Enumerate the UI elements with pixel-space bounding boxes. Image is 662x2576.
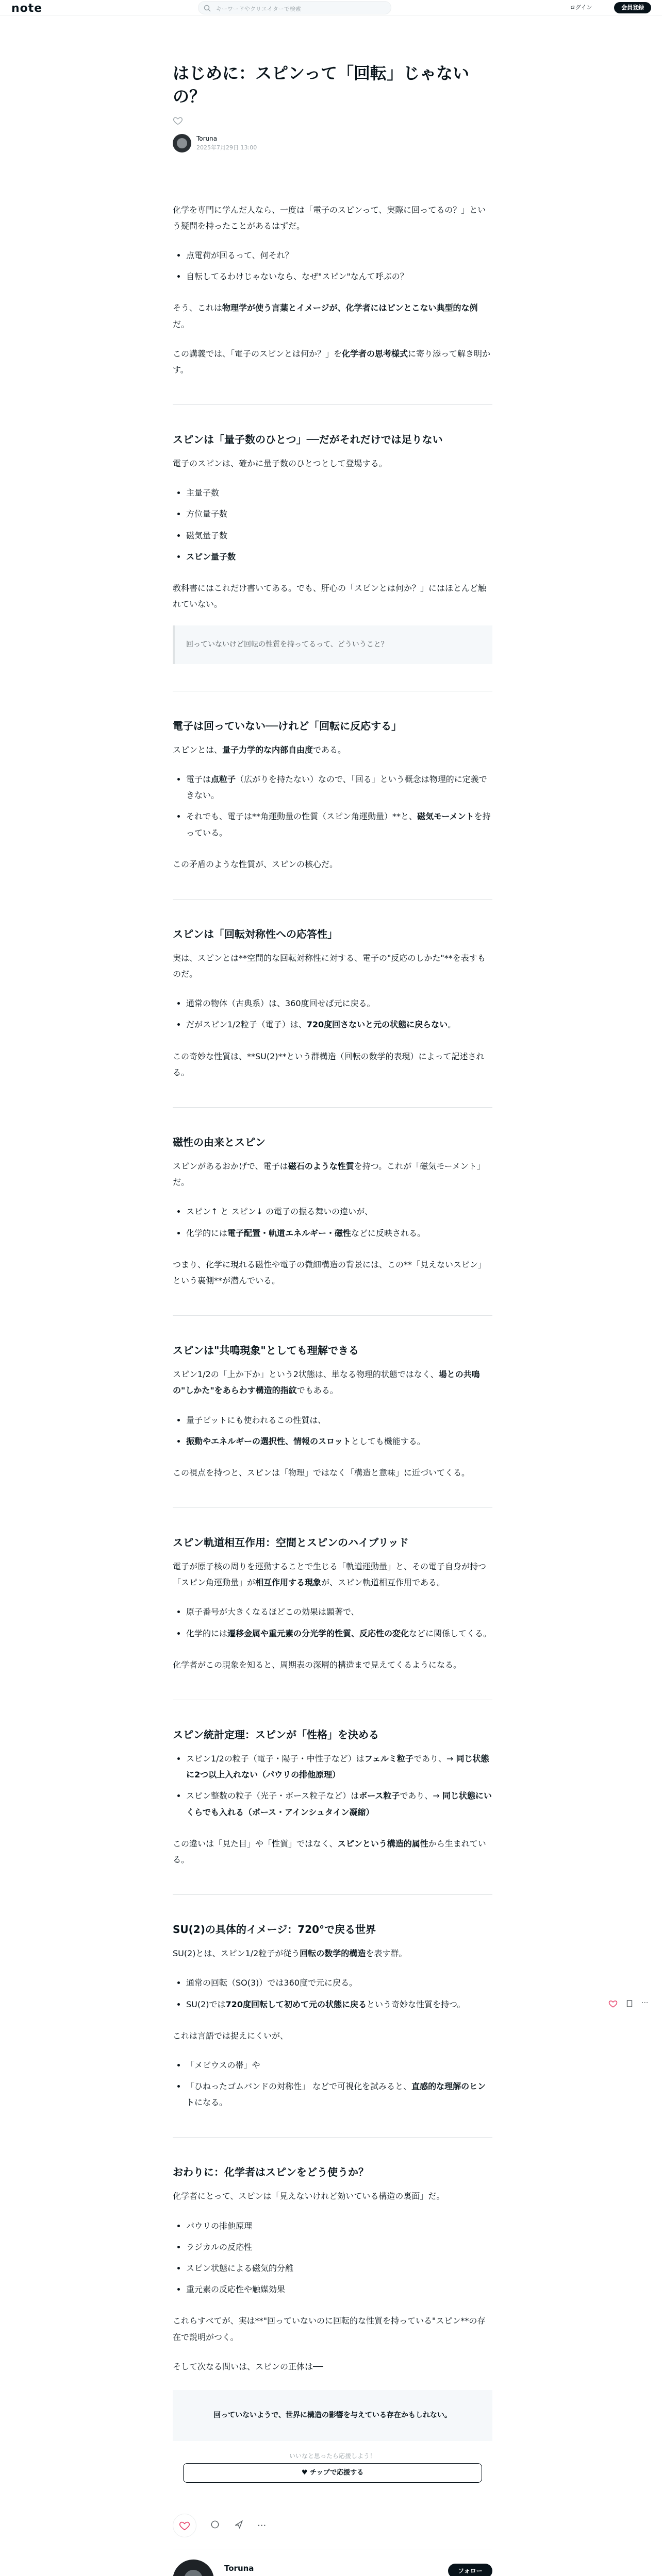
article-title: はじめに：スピンって「回転」じゃないの？ [173, 63, 470, 106]
closing-box: 回っていないようで、世界に構造の影響を与えている存在かもしれない。 [173, 2390, 492, 2441]
section-heading: スピンは「量子数のひとつ」──だがそれだけでは足りない [173, 433, 443, 446]
section-heading: 電子は回っていない──けれど「回転に反応する」 [173, 719, 402, 732]
paragraph: 実は、スピンとは**空間的な回転対称性に対する、電子の"反応のしかた"**を表すものだ。 [173, 953, 486, 979]
list-item: • 方位量子数 [186, 506, 492, 522]
section-heading: スピンは"共鳴現象"としても理解できる [173, 1344, 359, 1357]
section-heading: 磁性の由来とスピン [173, 1136, 266, 1149]
section-heading: スピン統計定理：スピンが「性格」を決める [173, 1728, 379, 1741]
paragraph: この視点を持つと、スピンは「物理」ではなく「構造と意味」に近づいてくる。 [173, 1467, 470, 1478]
list-item: • 量子ビットにも使われるこの性質は、 [186, 1412, 492, 1428]
tip-button[interactable]: ♥ チップで応援する [183, 2463, 482, 2483]
list-item: • スピン整数の粒子（光子・ボース粒子など）はボース粒子であり、→ 同じ状態にいくらでも入れる（ボース・アインシュタイン凝縮） [186, 1788, 492, 1820]
floating-actions [608, 1999, 648, 2010]
paragraph: 教科書にはこれだけ書いてある。でも、肝心の「スピンとは何か？」にはほとんど触れていない。 [173, 583, 487, 609]
article-body [173, 202, 492, 2442]
paragraph: そう、これは物理学が使う言葉とイメージが、化学者にはピンとこない典型的な例だ。 [173, 303, 478, 329]
article [173, 62, 492, 2576]
list-item: • スピン↑ と スピン↓ の電子の振る舞いの違いが、 [186, 1204, 492, 1219]
creator-card [173, 2550, 492, 2576]
paragraph: スピンとは、量子力学的な内部自由度である。 [173, 744, 346, 755]
intro-list [173, 247, 492, 284]
paragraph: 電子のスピンは、確かに量子数のひとつとして登場する。 [173, 459, 387, 469]
top-header [0, 0, 662, 15]
paragraph: 化学者にとって、スピンは「見えないけれど効いている構造の裏面」だ。 [173, 2191, 445, 2201]
list [173, 1751, 492, 1820]
blockquote: 回っていないけど回転の性質を持ってるって、どういうこと？ [173, 625, 492, 664]
list-item: • 振動やエネルギーの選択性、情報のスロットとしても機能する。 [186, 1433, 492, 1449]
heart-icon[interactable] [608, 1999, 618, 2010]
list-item: • 通常の物体（古典系）は、360度回せば元に戻る。 [186, 995, 492, 1011]
divider [173, 1315, 492, 1316]
list-item: • パウリの排他原理 [186, 2218, 492, 2234]
like-button[interactable] [173, 2514, 196, 2537]
list [173, 771, 492, 841]
search-icon [204, 4, 211, 14]
divider [173, 1894, 492, 1895]
section-heading: スピンは「回転対称性への応答性」 [173, 927, 338, 940]
more-icon[interactable]: ··· [257, 2520, 267, 2531]
list-item: • 自転してるわけじゃないなら、なぜ"スピン"なんて呼ぶの？ [186, 268, 492, 284]
signup-button[interactable]: 会員登録 [614, 2, 651, 13]
list [173, 1975, 492, 2012]
creator-avatar[interactable] [173, 2560, 214, 2576]
paragraph: SU(2)とは、スピン1/2粒子が従う回転の数学的構造を表す群。 [173, 1948, 407, 1959]
login-button[interactable]: ログイン [570, 4, 592, 11]
divider [173, 1107, 492, 1108]
paragraph: スピン1/2の「上か下か」という2状態は、単なる物理的状態ではなく、場との共鳴の"しかた"をあらわす構造的指紋でもある。 [173, 1369, 480, 1396]
note-logo[interactable]: note [11, 2, 43, 15]
share-icon[interactable] [234, 2519, 244, 2532]
heart-icon[interactable] [173, 115, 185, 128]
search-placeholder: キーワードやクリエイターで検索 [216, 6, 301, 12]
list-item: • 重元素の反応性や触媒効果 [186, 2281, 492, 2297]
paragraph: この矛盾のような性質が、スピンの核心だ。 [173, 859, 338, 869]
list [173, 2057, 492, 2111]
tip-icon: ♥ [301, 2469, 310, 2477]
paragraph: 化学者がこの現象を知ると、周期表の深層的構造まで見えてくるようになる。 [173, 1659, 462, 1670]
list [173, 2218, 492, 2298]
list-item: • 通常の回転（SO(3)）では360度で元に戻る。 [186, 1975, 492, 1991]
paragraph: この奇妙な性質は、**SU(2)**という群構造（回転の数学的表現）によって記述される。 [173, 1051, 485, 1077]
support-section [173, 2451, 492, 2483]
list [173, 485, 492, 565]
list-item: • スピン量子数 [186, 549, 492, 565]
list-item: • スピン1/2の粒子（電子・陽子・中性子など）はフェルミ粒子であり、→ 同じ状態に2つ以上入れない（パウリの排他原理） [186, 1751, 492, 1783]
list-item: • 主量子数 [186, 485, 492, 501]
paragraph: この講義では、「電子のスピンとは何か？」を化学者の思考様式に寄り添って解き明かす。 [173, 348, 491, 375]
paragraph: つまり、化学に現れる磁性や電子の微細構造の背景には、この**「見えないスピン」という裏側**が潜んでいる。 [173, 1259, 487, 1285]
divider [173, 1507, 492, 1508]
list-item: • 磁気量子数 [186, 528, 492, 544]
author-name[interactable]: Toruna [196, 134, 218, 142]
paragraph: この違いは「見た目」や「性質」ではなく、スピンという構造的属性から生まれている。 [173, 1838, 486, 1865]
intro-paragraph: 化学を専門に学んだ人なら、一度は「電子のスピンって、実際に回ってるの？」という疑問を持ったことがあるはずだ。 [173, 205, 486, 231]
list-item: • 電子は点粒子（広がりを持たない）なので、「回る」という概念は物理的に定義できない。 [186, 771, 492, 803]
paragraph: スピンがあるおかげで、電子は磁石のような性質を持つ。これが「磁気モーメント」だ。 [173, 1161, 485, 1188]
author-avatar[interactable] [173, 134, 191, 152]
divider [173, 2137, 492, 2138]
support-label: いいなと思ったら応援しよう！ [289, 2452, 376, 2460]
paragraph: 電子が原子核の周りを運動することで生じる「軌道運動量」と、その電子自身が持つ「スピン角運動量」が相互作用する現象が、スピン軌道相互作用である。 [173, 1562, 487, 1588]
section-heading: SU(2)の具体的イメージ：720°で戻る世界 [173, 1923, 376, 1936]
follow-button[interactable]: フォロー [448, 2564, 492, 2576]
section-heading: スピン軌道相互作用：空間とスピンのハイブリッド [173, 1536, 409, 1549]
more-icon[interactable]: ··· [641, 1999, 649, 2007]
list-item: • 原子番号が大きくなるほどこの効果は顕著で、 [186, 1604, 492, 1620]
divider [173, 404, 492, 405]
list [173, 1604, 492, 1641]
list-item: • 化学的には遷移金属や重元素の分光学的性質、反応性の変化などに関係してくる。 [186, 1625, 492, 1641]
action-bar [173, 2514, 492, 2537]
list [173, 995, 492, 1032]
list [173, 1204, 492, 1241]
publish-date: 2025年7月29日 13:00 [196, 144, 257, 151]
list-item: • SU(2)では720度回転して初めて元の状態に戻るという奇妙な性質を持つ。 [186, 1996, 492, 2012]
list-item: • 化学的には電子配置・軌道エネルギー・磁性などに反映される。 [186, 1225, 492, 1241]
heart-icon [179, 2520, 190, 2531]
search-input[interactable] [198, 1, 391, 14]
list-item: • それでも、電子は**角運動量の性質（スピン角運動量）**と、磁気モーメントを持っている。 [186, 808, 492, 840]
list [173, 1412, 492, 1449]
list-item: • 点電荷が回るって、何それ？ [186, 247, 492, 263]
list-item: • 「ひねったゴムバンドの対称性」 などで可視化を試みると、直感的な理解のヒントになる。 [186, 2078, 492, 2110]
paragraph: これは言語では捉えにくいが、 [173, 2030, 289, 2041]
bookmark-icon[interactable] [625, 1999, 634, 2010]
list-item: • スピン状態による磁気的分離 [186, 2260, 492, 2276]
divider [173, 899, 492, 900]
paragraph: そして次なる問いは、スピンの正体は── [173, 2361, 323, 2371]
author-row [173, 134, 492, 152]
list-item: • ラジカルの反応性 [186, 2239, 492, 2255]
list-item: • だがスピン1/2粒子（電子）は、720度回さないと元の状態に戻らない。 [186, 1016, 492, 1032]
list-item: • 「メビウスの帯」や [186, 2057, 492, 2073]
paragraph: これらすべてが、実は**"回っていないのに回転的な性質を持っている"スピン**の存在で説明がつく。 [173, 2316, 486, 2342]
creator-name[interactable]: Toruna [224, 2564, 254, 2573]
comment-icon[interactable] [210, 2519, 220, 2532]
section-heading: おわりに：化学者はスピンをどう使うか？ [173, 2166, 369, 2179]
